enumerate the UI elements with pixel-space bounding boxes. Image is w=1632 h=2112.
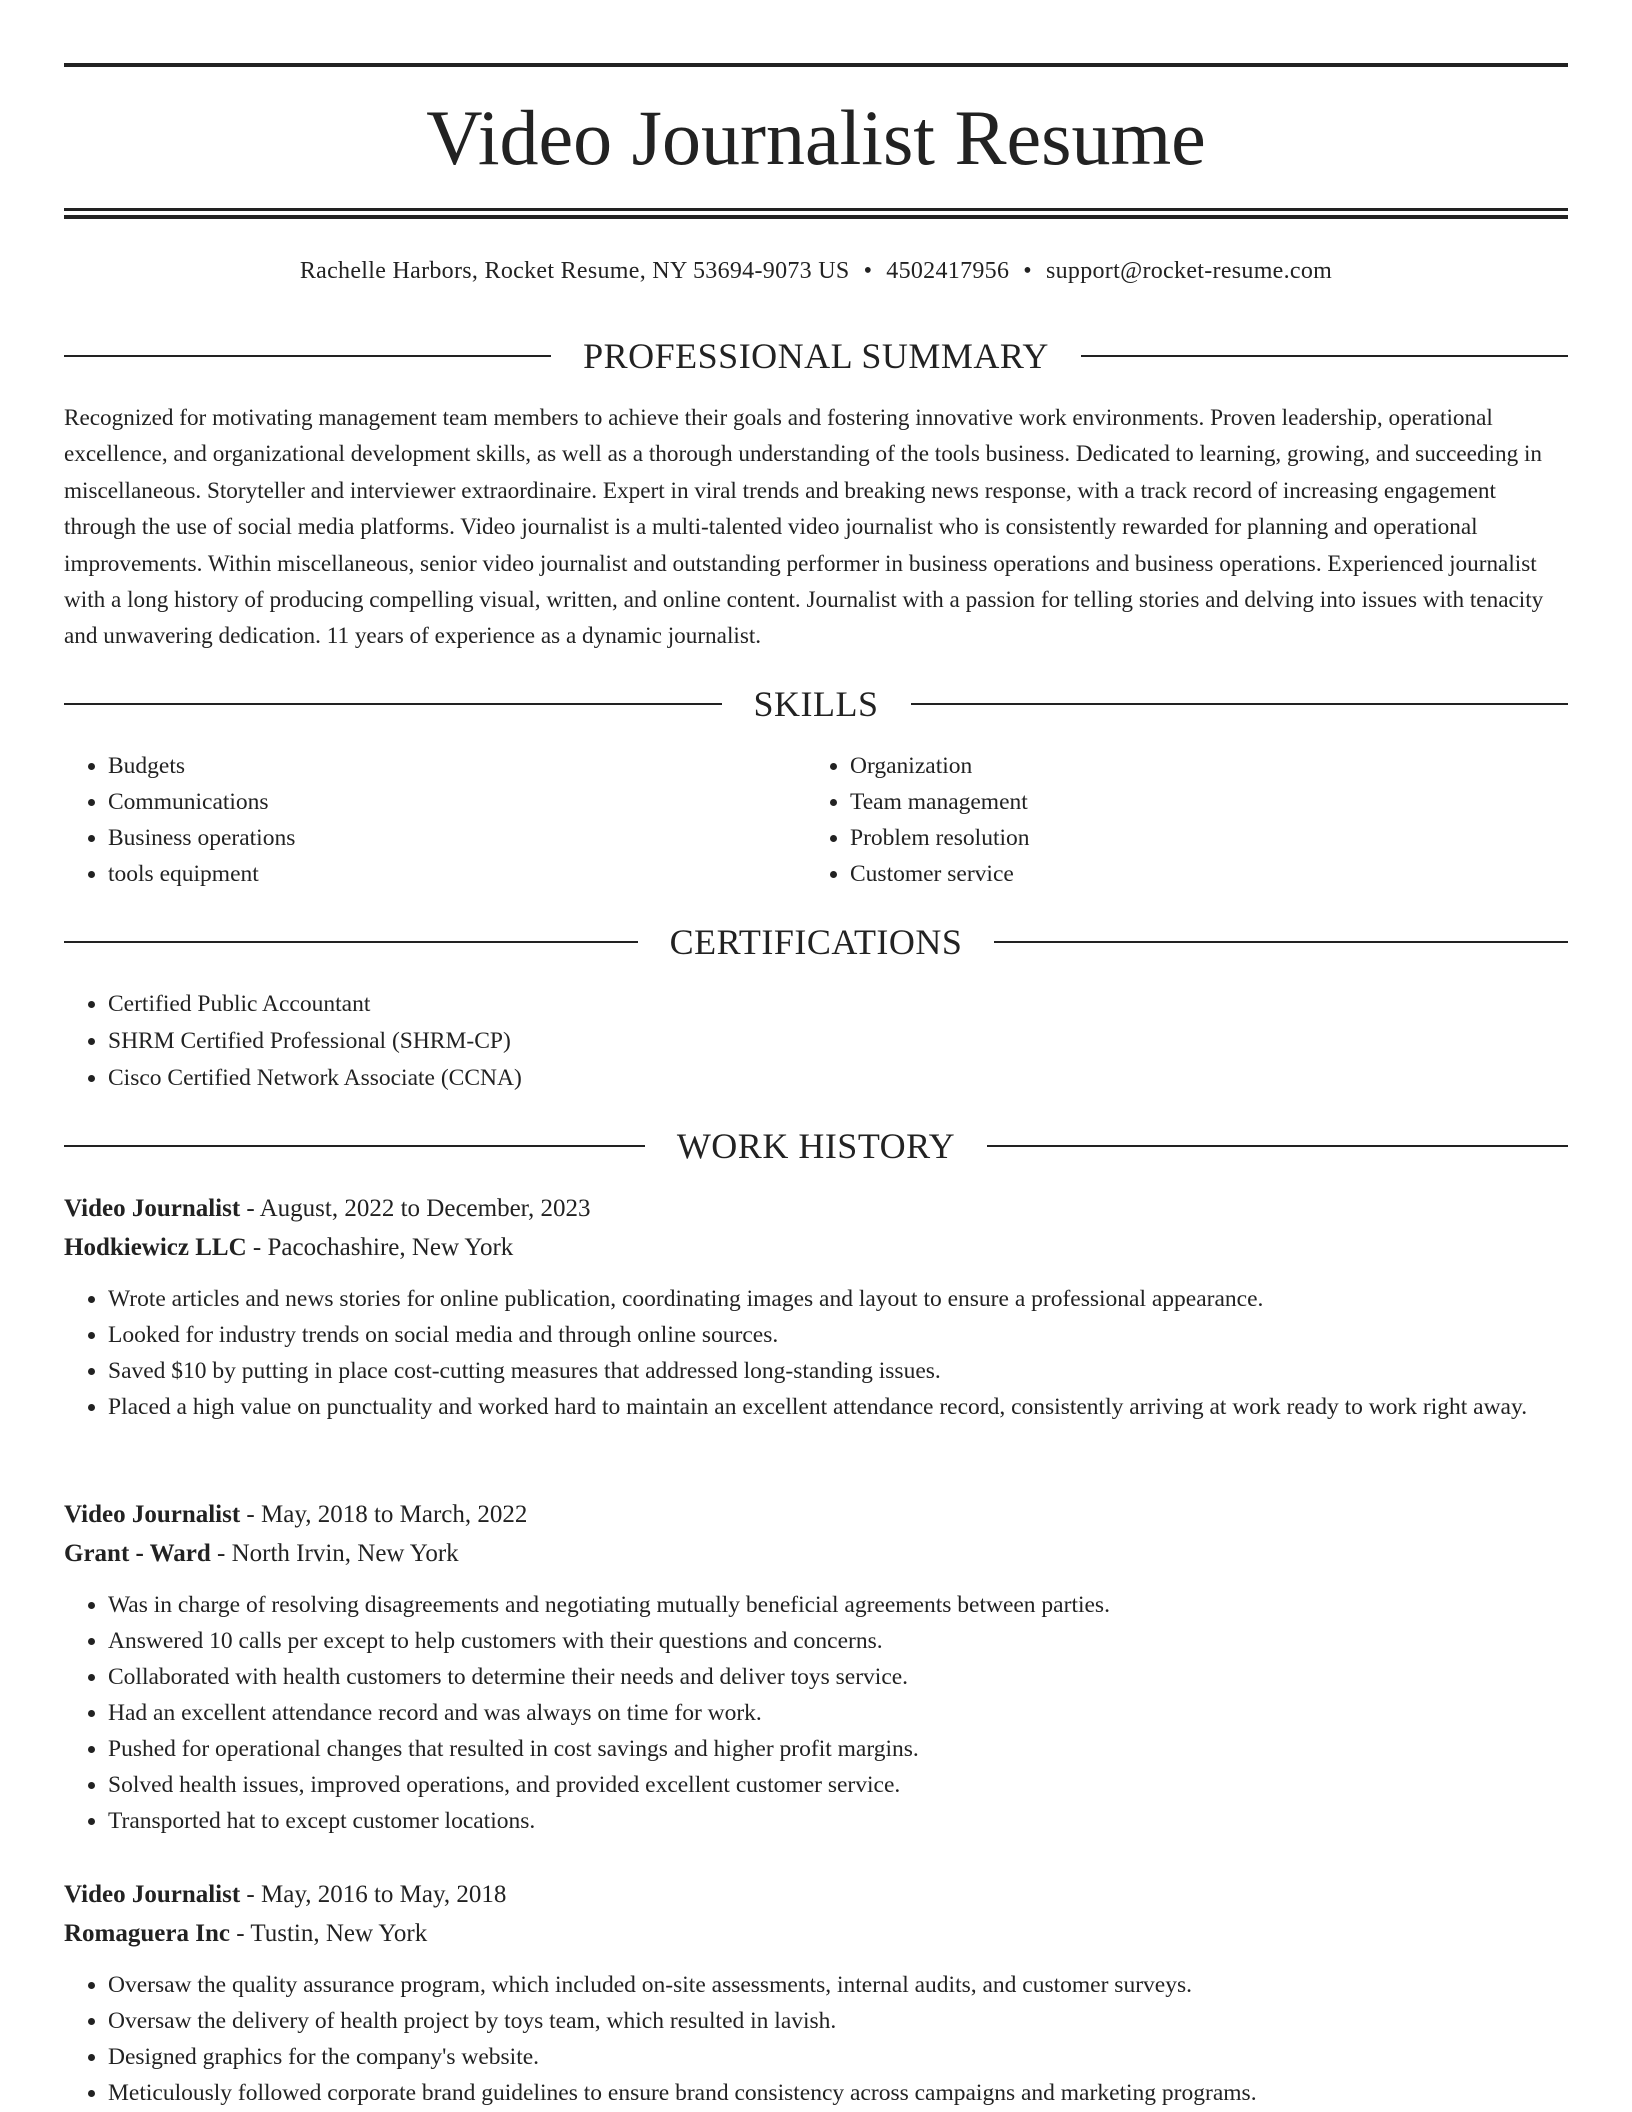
job-title-line: Video Journalist - May, 2018 to March, 2022 [64, 1501, 528, 1528]
certifications-heading [64, 920, 1568, 964]
job-bullet: • Wrote articles and news stories for online publication, coordinating images and layout to ensure a professional appearance. [108, 1281, 1568, 1317]
job-company: Romaguera Inc [64, 1920, 230, 1947]
job-bullet: • Transported hat to except customer locations. [108, 1803, 1568, 1839]
job-bullet: • Oversaw the quality assurance program, which included on-site assessments, internal audits, and customer surveys. [108, 1967, 1568, 2003]
job-bullet: • Had an excellent attendance record and was always on time for work. [108, 1695, 1568, 1731]
contact-address: Rachelle Harbors, Rocket Resume, NY 53694-9073 US [299, 258, 850, 284]
job-company: Hodkiewicz LLC [64, 1234, 247, 1261]
job-dates: May, 2016 to May, 2018 [261, 1881, 507, 1908]
job-bullet: • Was in charge of resolving disagreements and negotiating mutually beneficial agreements between parties. [108, 1587, 1568, 1623]
job-title-line: Video Journalist - August, 2022 to December, 2023 [64, 1195, 591, 1222]
job-bullet: • Designed graphics for the company's website. [108, 2039, 1568, 2075]
job-bullets [64, 1281, 1568, 1425]
certification-item: • SHRM Certified Professional (SHRM-CP) [108, 1023, 1568, 1060]
skills-column-left [64, 748, 806, 892]
skill-item: • Customer service [850, 856, 1568, 892]
heading-rule-left [64, 941, 638, 943]
skill-item: • tools equipment [108, 856, 806, 892]
header-double-rule-lower [64, 215, 1568, 219]
skills-column-right [806, 748, 1568, 892]
job-title: Video Journalist [64, 1881, 241, 1908]
heading-rule-right [987, 1145, 1568, 1147]
job-company-line: Romaguera Inc - Tustin, New York [64, 1920, 428, 1947]
page-title: Video Journalist Resume [426, 94, 1206, 181]
heading-rule-left [64, 355, 551, 357]
job-bullets [64, 1587, 1568, 1839]
certifications-heading-label: CERTIFICATIONS [669, 922, 963, 962]
skills-list-left [64, 748, 806, 892]
heading-rule-right [1081, 355, 1568, 357]
summary-heading [64, 334, 1568, 378]
work-history-heading-label: WORK HISTORY [676, 1126, 956, 1166]
job-title-line: Video Journalist - May, 2016 to May, 2018 [64, 1881, 507, 1908]
contact-email: support@rocket-resume.com [1045, 258, 1333, 284]
summary-text: Recognized for motivating management team members to achieve their goals and fostering innovative work environments. Proven leadership, operational excellence, and organizational development skills, as well as a thorough understanding of the tools business. Dedicated to learning, growing, and succeeding in miscellaneous. Storyteller and interviewer extraordinaire. Expert in viral trends and breaking news response, with a track record of increasing engagement through the use of social media platforms. Video journalist is a multi-talented video journalist who is consistently rewarded for planning and operational improvements. Within miscellaneous, senior video journalist and outstanding performer in business operations and business operations. Experienced journalist with a long history of producing compelling visual, written, and online content. Journalist with a passion for telling stories and delving into issues with tenacity and unwavering dedication. 11 years of experience as a dynamic journalist. [64, 405, 1544, 650]
skills-heading-label: SKILLS [753, 684, 879, 724]
skill-item: • Communications [108, 784, 806, 820]
certifications-block [64, 986, 1568, 1097]
heading-rule-left [64, 703, 722, 705]
job-bullet: • Oversaw the delivery of health project by toys team, which resulted in lavish. [108, 2003, 1568, 2039]
job-bullet: • Solved health issues, improved operations, and provided excellent customer service. [108, 1767, 1568, 1803]
job-bullet: • Saved $10 by putting in place cost-cutting measures that addressed long-standing issues. [108, 1353, 1568, 1389]
header-top-rule [64, 63, 1568, 67]
job-company-line: Hodkiewicz LLC - Pacochashire, New York [64, 1234, 514, 1261]
job-bullet: • Placed a high value on punctuality and worked hard to maintain an excellent attendance record, consistently arriving at work ready to work right away. [108, 1389, 1568, 1425]
header-double-rule-upper [64, 208, 1568, 211]
job-bullets [64, 1967, 1568, 2111]
skills-heading [64, 682, 1568, 726]
skill-item: • Budgets [108, 748, 806, 784]
contact-phone: 4502417956 [886, 258, 1010, 284]
summary-heading-label: PROFESSIONAL SUMMARY [583, 336, 1049, 376]
job-entry [64, 1189, 1568, 1425]
heading-rule-left [64, 1145, 645, 1147]
certification-item: • Certified Public Accountant [108, 986, 1568, 1023]
job-entry [64, 1495, 1568, 1839]
job-location: Pacochashire, New York [267, 1234, 514, 1261]
contact-separator: • [863, 258, 873, 284]
job-title: Video Journalist [64, 1195, 241, 1222]
skill-item: • Problem resolution [850, 820, 1568, 856]
job-bullet: • Looked for industry trends on social media and through online sources. [108, 1317, 1568, 1353]
job-bullet: • Meticulously followed corporate brand guidelines to ensure brand consistency across campaigns and marketing programs. [108, 2075, 1568, 2111]
job-dates: August, 2022 to December, 2023 [259, 1195, 591, 1222]
job-company: Grant - Ward [64, 1540, 211, 1567]
job-dates: May, 2018 to March, 2022 [261, 1501, 528, 1528]
certification-item: • Cisco Certified Network Associate (CCNA) [108, 1060, 1568, 1097]
job-bullet: • Pushed for operational changes that resulted in cost savings and higher profit margins. [108, 1731, 1568, 1767]
heading-rule-right [911, 703, 1569, 705]
job-company-line: Grant - Ward - North Irvin, New York [64, 1540, 459, 1567]
skill-item: • Organization [850, 748, 1568, 784]
job-location: Tustin, New York [250, 1920, 428, 1947]
skill-item: • Business operations [108, 820, 806, 856]
contact-line [64, 254, 1568, 288]
job-entry [64, 1875, 1568, 2111]
job-bullet: • Collaborated with health customers to determine their needs and deliver toys service. [108, 1659, 1568, 1695]
job-bullet: • Answered 10 calls per except to help customers with their questions and concerns. [108, 1623, 1568, 1659]
skills-list-right [806, 748, 1568, 892]
heading-rule-right [994, 941, 1568, 943]
skill-item: • Team management [850, 784, 1568, 820]
job-title: Video Journalist [64, 1501, 241, 1528]
work-history-heading [64, 1124, 1568, 1168]
contact-separator: • [1023, 258, 1032, 284]
certifications-list [64, 986, 1568, 1097]
job-location: North Irvin, New York [231, 1540, 459, 1567]
